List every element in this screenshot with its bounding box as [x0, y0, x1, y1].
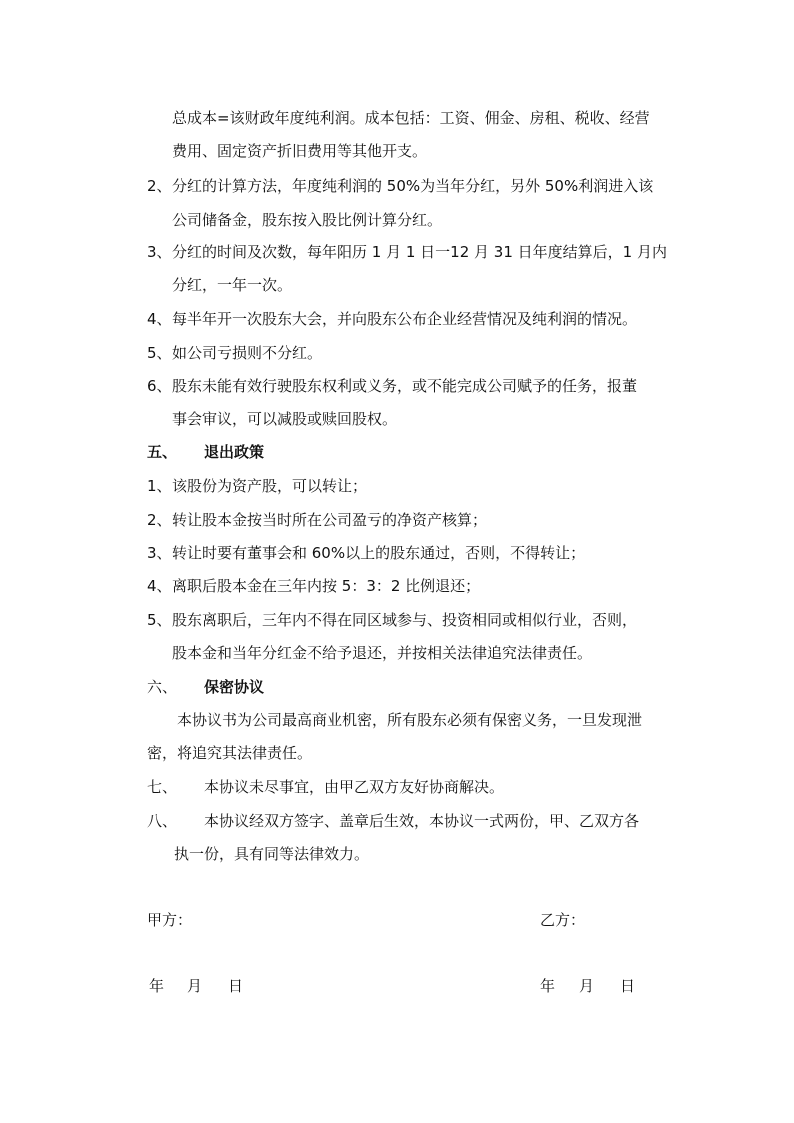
- section-7-number: 七、: [147, 778, 178, 796]
- cost-definition-line-1: 总成本=该财政年度纯利润。成本包括：工资、佣金、房租、税收、经营: [172, 109, 650, 127]
- party-a-date-day: 日: [228, 977, 244, 995]
- dividend-item-6-line-1: 股东未能有效行驶股东权利或义务，或不能完成公司赋予的任务，报董: [172, 377, 638, 395]
- section-5-title: 退出政策: [204, 443, 265, 461]
- cost-definition-line-2: 费用、固定资产折旧费用等其他开支。: [172, 142, 428, 160]
- section-6-number: 六、: [147, 678, 178, 696]
- exit-item-4-line-1: 离职后股本金在三年内按 5：3：2 比例退还；: [172, 577, 481, 595]
- dividend-item-2-line-1: 分红的计算方法，年度纯利润的 50%为当年分红，另外 50%利润进入该: [172, 177, 654, 195]
- exit-item-3-number: 3、: [147, 544, 172, 562]
- dividend-item-3-line-1: 分红的时间及次数，每年阳历 1 月 1 日一12 月 31 日年度结算后，1 月内: [172, 243, 667, 261]
- exit-item-1-number: 1、: [147, 477, 172, 495]
- dividend-item-4-line-1: 每半年开一次股东大会，并向股东公布企业经营情况及纯利润的情况。: [172, 310, 638, 328]
- party-b-signature-label: 乙方：: [540, 911, 586, 929]
- section-5-number: 五、: [147, 443, 178, 461]
- party-b-date-day: 日: [620, 977, 636, 995]
- exit-item-5-line-1: 股东离职后，三年内不得在同区域参与、投资相同或相似行业，否则，: [172, 611, 638, 629]
- dividend-item-3-line-2: 分红，一年一次。: [172, 276, 293, 294]
- section-8-line-2: 执一份，具有同等法律效力。: [174, 845, 370, 863]
- dividend-item-4-number: 4、: [147, 310, 172, 328]
- dividend-item-2-line-2: 公司储备金，股东按入股比例计算分红。: [172, 211, 443, 229]
- exit-item-5-number: 5、: [147, 611, 172, 629]
- party-a-date-year: 年: [149, 977, 165, 995]
- exit-item-4-number: 4、: [147, 577, 172, 595]
- exit-item-2-line-1: 转让股本金按当时所在公司盈亏的净资产核算；: [172, 511, 488, 529]
- exit-item-3-line-1: 转让时要有董事会和 60%以上的股东通过，否则，不得转让；: [172, 544, 586, 562]
- section-7-text: 本协议未尽事宜，由甲乙双方友好协商解决。: [204, 778, 505, 796]
- exit-item-5-line-2: 股本金和当年分红金不给予退还，并按相关法律追究法律责任。: [172, 644, 593, 662]
- dividend-item-5-line-1: 如公司亏损则不分红。: [172, 344, 323, 362]
- dividend-item-5-number: 5、: [147, 344, 172, 362]
- dividend-item-2-number: 2、: [147, 177, 172, 195]
- dividend-item-3-number: 3、: [147, 243, 172, 261]
- dividend-item-6-number: 6、: [147, 377, 172, 395]
- section-8-number: 八、: [147, 812, 178, 830]
- exit-item-1-line-1: 该股份为资产股，可以转让；: [172, 477, 368, 495]
- exit-item-2-number: 2、: [147, 511, 172, 529]
- party-b-date-year: 年: [540, 977, 556, 995]
- confidentiality-line-1: 本协议书为公司最高商业机密，所有股东必须有保密义务，一旦发现泄: [177, 711, 643, 729]
- party-a-signature-label: 甲方：: [147, 911, 193, 929]
- section-8-line-1: 本协议经双方签字、盖章后生效，本协议一式两份，甲、乙双方各: [204, 812, 640, 830]
- section-6-title: 保密协议: [204, 678, 265, 696]
- dividend-item-6-line-2: 事会审议，可以减股或赎回股权。: [172, 410, 398, 428]
- party-a-date-month: 月: [187, 977, 203, 995]
- party-b-date-month: 月: [579, 977, 595, 995]
- confidentiality-line-2: 密，将追究其法律责任。: [147, 744, 313, 762]
